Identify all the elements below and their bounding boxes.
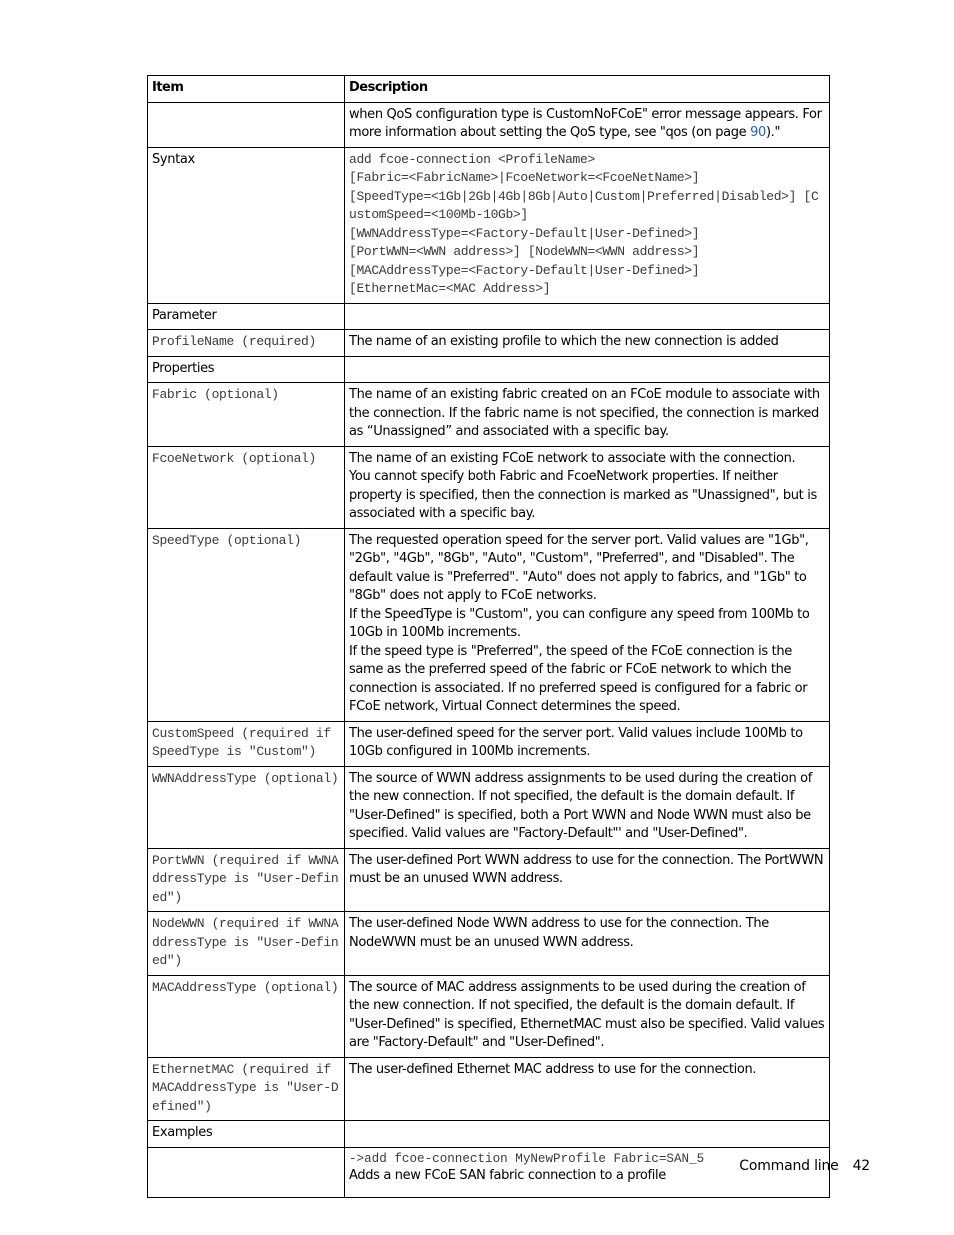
description-paragraph: The user-defined Node WWN address to use for the connection. The NodeWWN must be an unused WWN address.: [349, 916, 769, 950]
option-name: EthernetMAC (required if MACAddressType is "User-Defined"): [148, 1057, 345, 1121]
property-row: [148, 848, 830, 912]
option-name: SpeedType (optional): [148, 528, 345, 721]
option-name: WWNAddressType (optional): [148, 766, 345, 848]
example-row: [148, 1147, 830, 1198]
syntax-line: [PortWWN=<WWN address>] [NodeWWN=<WWN address>]: [349, 244, 700, 259]
option-description: [345, 1057, 830, 1121]
syntax-line: [WWNAddressType=<Factory-Default|User-Defined>]: [349, 225, 700, 241]
continued-description: when QoS configuration type is CustomNoFCoE" error message appears. For more information about setting the QoS type, see "qos (on page 90).": [345, 102, 830, 147]
example-command: ->add fcoe-connection MyNewProfile Fabric=SAN_5: [349, 1151, 705, 1166]
syntax-line: [Fabric=<FabricName>|FcoeNetwork=<FcoeNetName>]: [349, 170, 700, 185]
option-name: MACAddressType (optional): [148, 975, 345, 1057]
header-description: Description: [345, 76, 830, 103]
property-row: [148, 721, 830, 766]
option-description: [345, 975, 830, 1057]
option-description: [345, 528, 830, 721]
description-paragraph: The user-defined Port WWN address to use for the connection. The PortWWN must be an unused WWN address.: [349, 852, 824, 886]
description-paragraph: The source of MAC address assignments to be used during the creation of the new connection. If not specified, the default is the domain default. If "User-Defined" is specified, EthernetMAC must also be specified. Valid values are "Factory-Default" and "User-Defined".: [349, 979, 825, 1050]
properties-heading-row: [148, 356, 830, 383]
command-table: [147, 75, 830, 1198]
parameter-heading: Parameter: [148, 303, 345, 330]
syntax-label: Syntax: [148, 147, 345, 303]
property-row: [148, 1057, 830, 1121]
option-name: NodeWWN (required if WWNAddressType is "User-Defined"): [148, 912, 345, 976]
description-paragraph: If the SpeedType is "Custom", you can configure any speed from 100Mb to 10Gb in 100Mb increments.: [349, 606, 810, 640]
header-item: Item: [148, 76, 345, 103]
description-paragraph: The requested operation speed for the server port. Valid values are "1Gb", "2Gb", "4Gb", "8Gb", "Auto", "Custom", "Preferred", and "Disabled". The default value is "Preferred". "Auto" does not apply to fabrics, and "1Gb" to "8Gb" does not apply to FCoE networks.: [349, 532, 809, 603]
description-paragraph: The user-defined speed for the server port. Valid values include 100Mb to 10Gb configured in 100Mb increments.: [349, 725, 803, 759]
option-name: PortWWN (required if WWNAddressType is "User-Defined"): [148, 848, 345, 912]
syntax-line: add fcoe-connection <ProfileName>: [349, 151, 595, 167]
property-row: [148, 766, 830, 848]
syntax-line: [MACAddressType=<Factory-Default|User-Defined>]: [349, 262, 700, 278]
option-name: Fabric (optional): [148, 383, 345, 447]
option-description: [345, 766, 830, 848]
syntax-line: [EthernetMac=<MAC Address>]: [349, 281, 551, 296]
option-description: [345, 912, 830, 976]
option-name: CustomSpeed (required if SpeedType is "Custom"): [148, 721, 345, 766]
description-paragraph: You cannot specify both Fabric and FcoeNetwork properties. If neither property is specified, then the connection is marked as "Unassigned", but is associated with a specific bay.: [349, 469, 817, 521]
description-paragraph: The name of an existing FCoE network to associate with the connection.: [349, 450, 796, 466]
syntax-row: [148, 147, 830, 303]
properties-heading: Properties: [148, 356, 345, 383]
parameter-heading-row: [148, 303, 830, 330]
property-row: [148, 383, 830, 447]
table-header-row: [148, 76, 830, 103]
page-number: 42: [852, 1158, 870, 1174]
option-name: ProfileName (required): [148, 330, 345, 357]
property-row: [148, 446, 830, 528]
page-footer: [739, 1158, 870, 1174]
description-paragraph: The source of WWN address assignments to be used during the creation of the new connection. If not specified, the default is the domain default. If "User-Defined" is specified, both a Port WWN and Node WWN must also be specified. Valid values are "Factory-Default"' and "User-Defined".: [349, 770, 812, 841]
page-link[interactable]: 90: [750, 125, 766, 140]
examples-heading-row: [148, 1121, 830, 1148]
examples-heading: Examples: [148, 1121, 345, 1148]
description-paragraph: The name of an existing fabric created on an FCoE module to associate with the connection. If the fabric name is not specified, the connection is marked as “Unassigned” and associated with a specific bay.: [349, 387, 820, 439]
property-row: [148, 912, 830, 976]
syntax-code: [345, 147, 830, 303]
continued-row: [148, 102, 830, 147]
property-row: [148, 528, 830, 721]
option-description: [345, 848, 830, 912]
option-description: [345, 330, 830, 357]
syntax-line: [SpeedType=<1Gb|2Gb|4Gb|8Gb|Auto|Custom|Preferred|Disabled>] [CustomSpeed=<100Mb-10Gb>]: [349, 188, 819, 222]
description-paragraph: The name of an existing profile to which the new connection is added: [349, 334, 779, 349]
option-description: [345, 721, 830, 766]
footer-section: Command line: [739, 1158, 839, 1174]
option-description: [345, 383, 830, 447]
option-name: FcoeNetwork (optional): [148, 446, 345, 528]
description-paragraph: The user-defined Ethernet MAC address to use for the connection.: [349, 1061, 757, 1077]
property-row: [148, 975, 830, 1057]
example-description: Adds a new FCoE SAN fabric connection to a profile: [349, 1167, 666, 1183]
option-description: [345, 446, 830, 528]
parameter-row: [148, 330, 830, 357]
description-paragraph: If the speed type is "Preferred", the speed of the FCoE connection is the same as the preferred speed of the fabric or FCoE network to which the connection is associated. If no preferred speed is configured for a fabric or FCoE network, Virtual Connect determines the speed.: [349, 643, 808, 714]
